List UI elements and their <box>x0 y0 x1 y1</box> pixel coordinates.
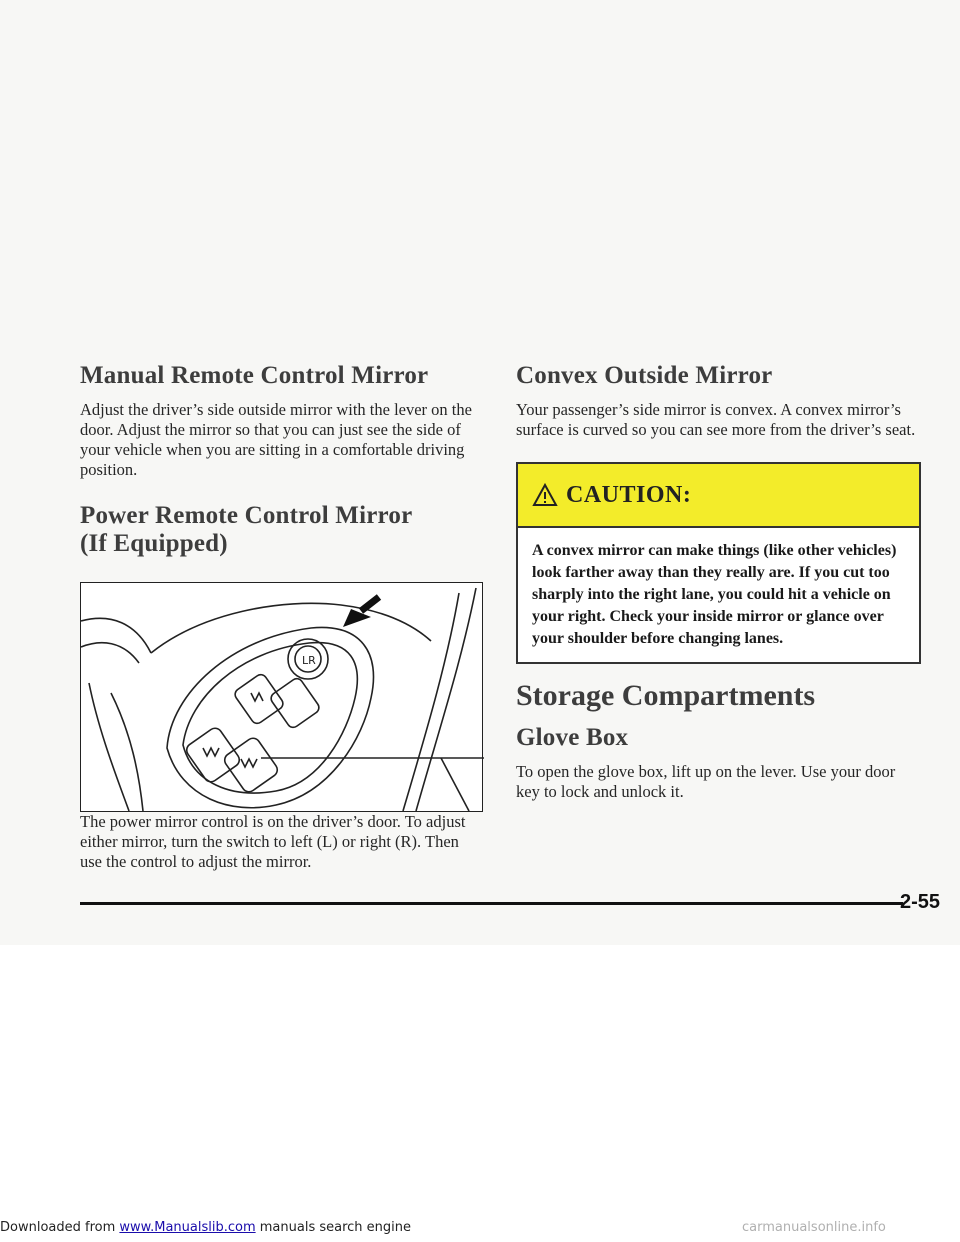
manual-remote-mirror-heading: Manual Remote Control Mirror <box>80 362 429 389</box>
left-column <box>80 362 480 872</box>
door-switch-illustration <box>80 582 483 812</box>
storage-compartments-heading: Storage Compartments <box>516 679 816 712</box>
convex-mirror-heading: Convex Outside Mirror <box>516 362 773 389</box>
footer-prefix: Downloaded from <box>0 1220 120 1235</box>
download-footer <box>0 1220 411 1235</box>
svg-text:LR: LR <box>302 654 316 667</box>
power-heading-line-2: (If Equipped) <box>80 530 228 557</box>
caution-box <box>516 462 921 664</box>
page-number: 2-55 <box>900 891 941 913</box>
caution-header <box>518 464 919 528</box>
power-remote-mirror-heading <box>80 502 480 558</box>
manualslib-link[interactable]: www.Manualslib.com <box>119 1220 256 1235</box>
caution-text: A convex mirror can make things (like other vehicles) look farther away than they really are. If you cut too sharply into the right lane, you could hit a vehicle on your right. Check your inside mirror or glance over your shoulder before changing lanes. <box>532 542 897 647</box>
convex-mirror-text: Your passenger’s side mirror is convex. A convex mirror’s surface is curved so you can see more from the driver’s seat. <box>516 400 916 439</box>
manual-remote-mirror-text: Adjust the driver’s side outside mirror with the lever on the door. Adjust the mirror so that you can just see the side of your vehicle when you are sitting in a comfortable driving position. <box>80 400 472 479</box>
glove-box-text: To open the glove box, lift up on the lever. Use your door key to lock and unlock it. <box>516 762 896 801</box>
power-mirror-caption: The power mirror control is on the driver’s door. To adjust either mirror, turn the switch to left (L) or right (R). Then use the control to adjust the mirror. <box>80 812 466 871</box>
footer-suffix: manuals search engine <box>255 1220 412 1235</box>
caution-title: CAUTION: <box>566 481 692 508</box>
right-column <box>516 362 922 802</box>
door-switch-panel-icon <box>81 583 484 813</box>
watermark: carmanualsonline.info <box>742 1220 886 1235</box>
footer-rule <box>80 902 903 905</box>
glove-box-heading: Glove Box <box>516 724 629 751</box>
warning-triangle-icon <box>532 482 558 508</box>
power-heading-line-1: Power Remote Control Mirror <box>80 502 413 529</box>
